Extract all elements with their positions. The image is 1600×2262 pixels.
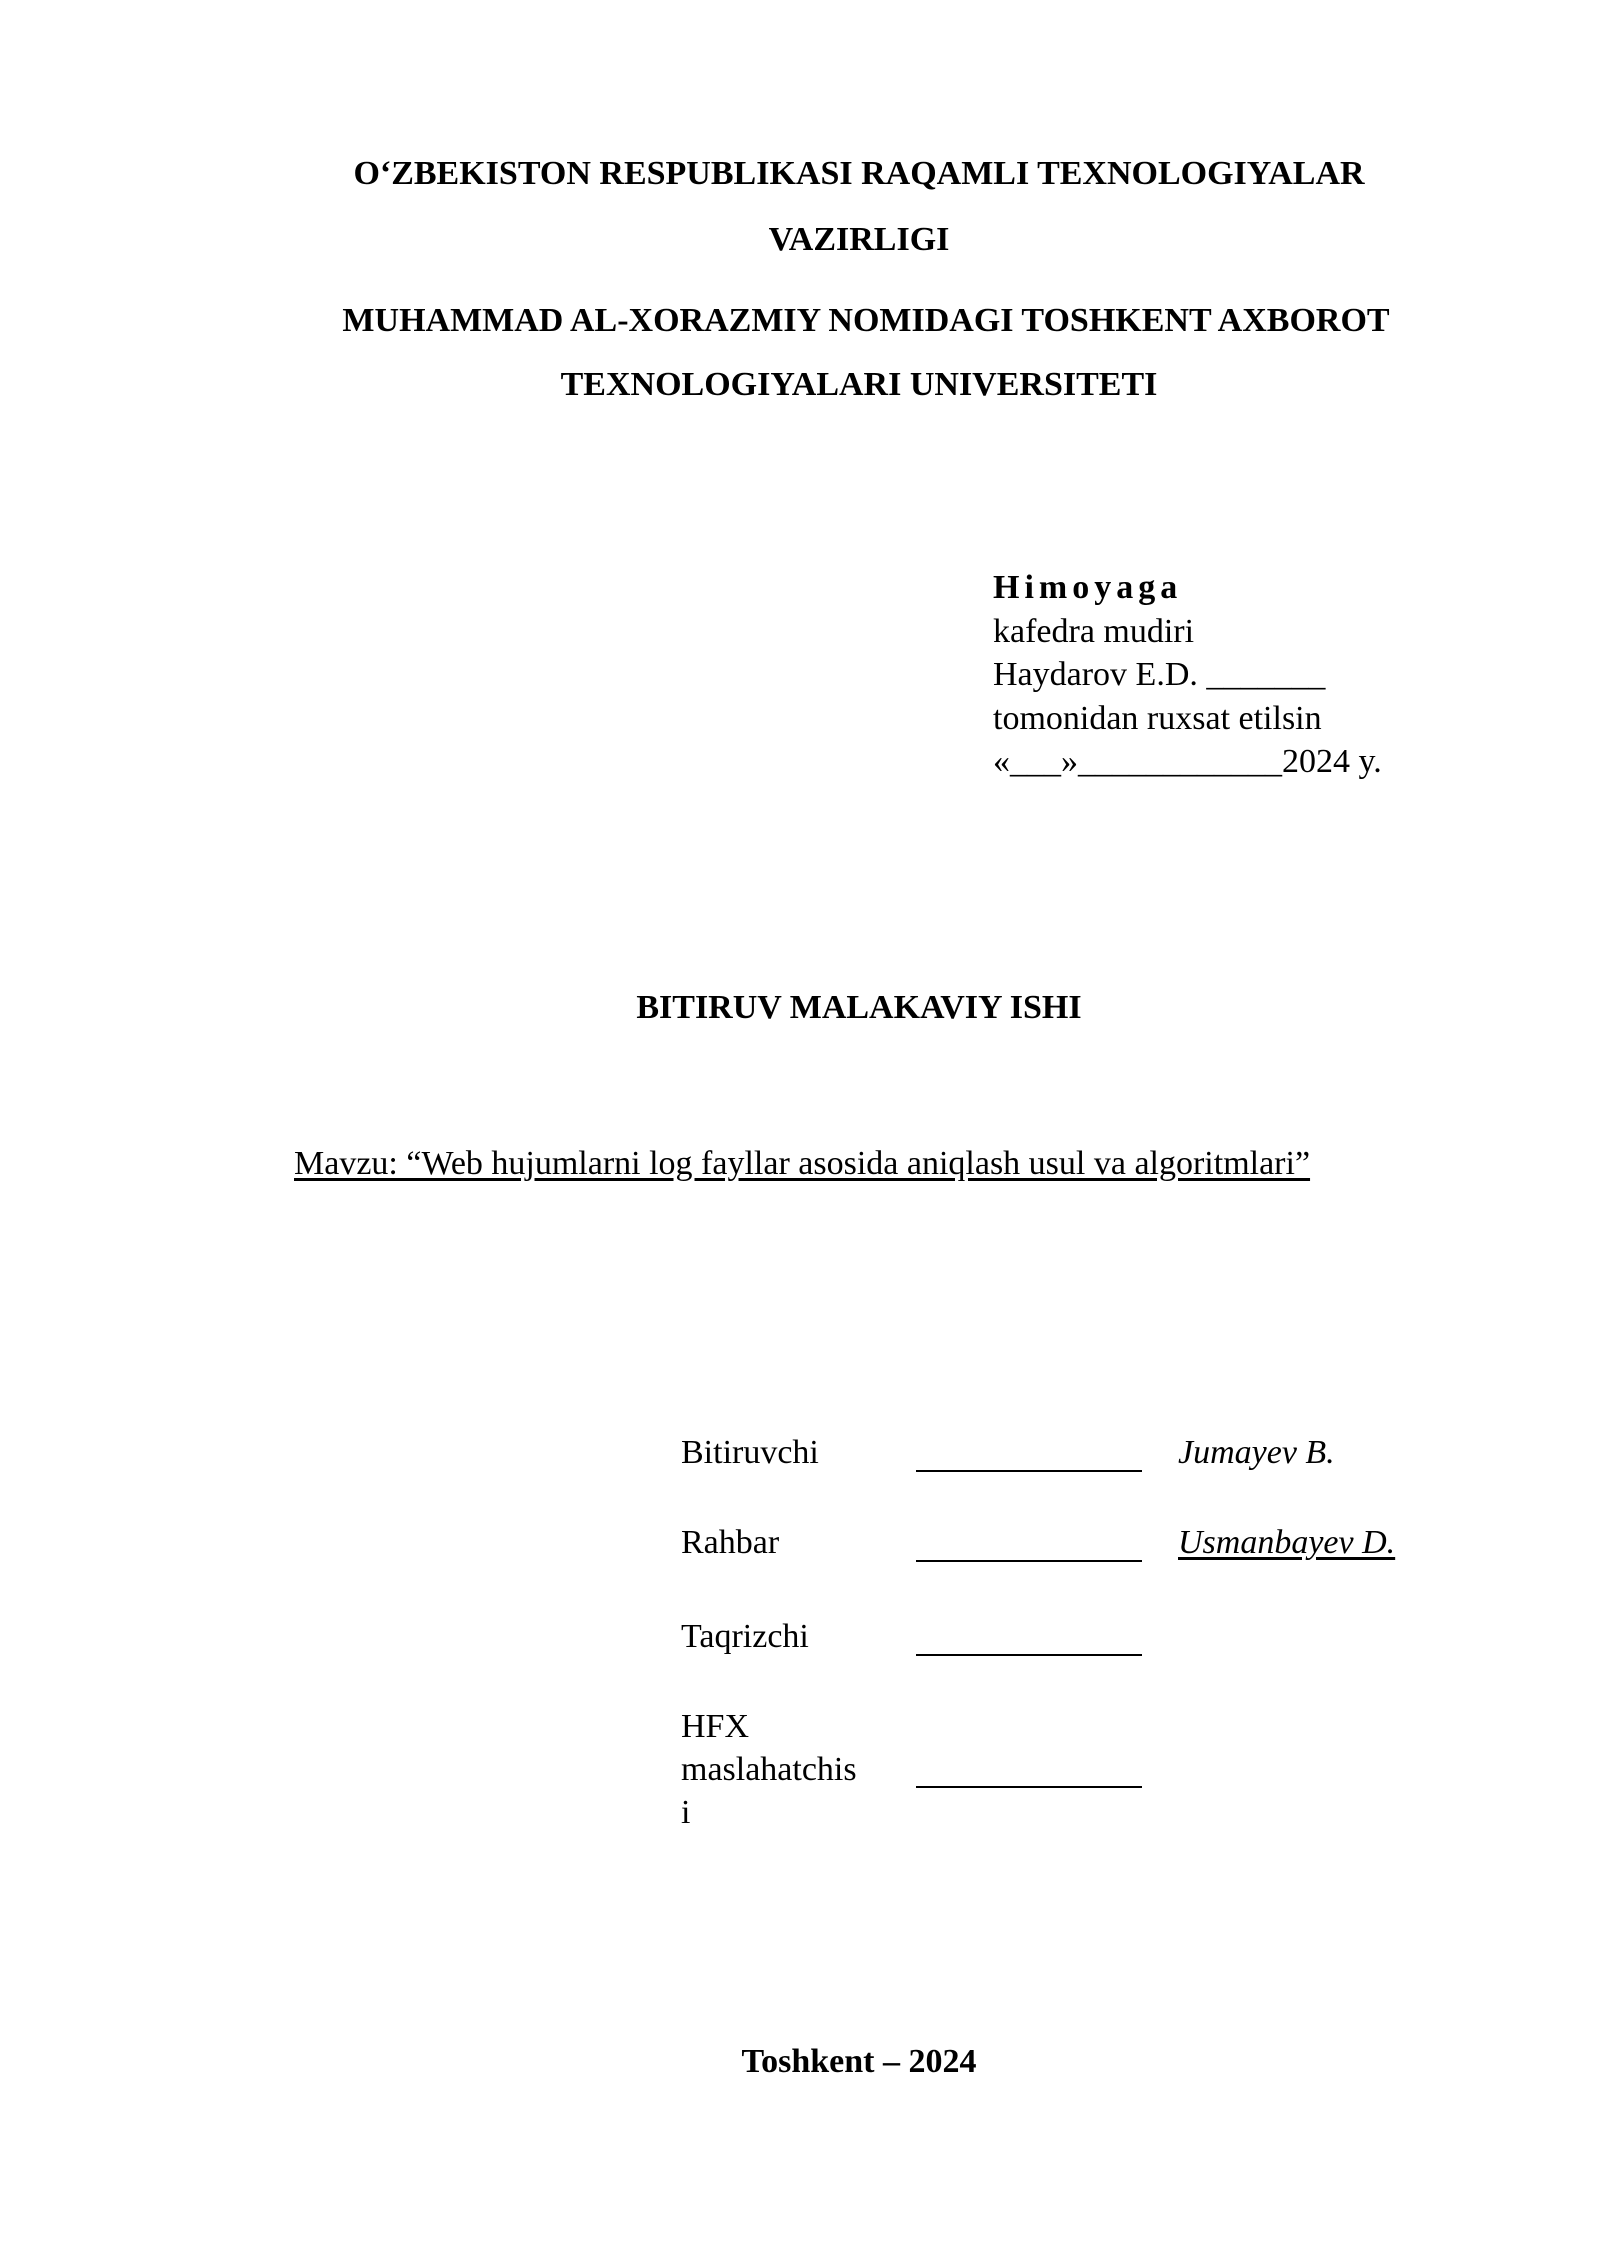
signature-role-graduate: Bitiruvchi [681, 1434, 819, 1471]
signature-role-consultant-line-2: maslahatchis [681, 1751, 857, 1788]
signature-line-graduate [916, 1470, 1142, 1472]
signature-role-reviewer: Taqrizchi [681, 1618, 809, 1655]
approval-line-1: kafedra mudiri [993, 612, 1195, 650]
approval-line-2: Haydarov E.D. _______ [993, 656, 1326, 693]
document-title: BITIRUV MALAKAVIY ISHI [636, 989, 1082, 1026]
signature-name-supervisor: Usmanbayev D. [1178, 1524, 1396, 1561]
place-and-year: Toshkent – 2024 [741, 2043, 977, 2080]
approval-line-4: «___»____________2024 y. [993, 743, 1382, 780]
signature-line-supervisor [916, 1560, 1142, 1562]
approval-line-3: tomonidan ruxsat etilsin [993, 699, 1322, 737]
signature-name-graduate: Jumayev B. [1178, 1434, 1335, 1471]
university-line-2: TEXNOLOGIYALARI UNIVERSITETI [560, 366, 1158, 403]
university-line-1: MUHAMMAD AL-XORAZMIY NOMIDAGI TOSHKENT AXBOROT [342, 302, 1390, 339]
approval-title: Himoyaga [993, 569, 1183, 606]
ministry-line-2: VAZIRLIGI [768, 221, 950, 258]
document-topic: Mavzu: “Web hujumlarni log fayllar asosida aniqlash usul va algoritmlari” [294, 1145, 1311, 1182]
signature-role-consultant-line-1: HFX [681, 1708, 750, 1745]
approval-block [993, 566, 1382, 784]
signature-role-consultant-line-3: i [681, 1794, 691, 1831]
ministry-line-1: O‘ZBEKISTON RESPUBLIKASI RAQAMLI TEXNOLOGIYALAR [353, 155, 1365, 192]
signature-line-reviewer [916, 1654, 1142, 1656]
signature-role-supervisor: Rahbar [681, 1524, 780, 1561]
signature-line-consultant [916, 1786, 1142, 1788]
